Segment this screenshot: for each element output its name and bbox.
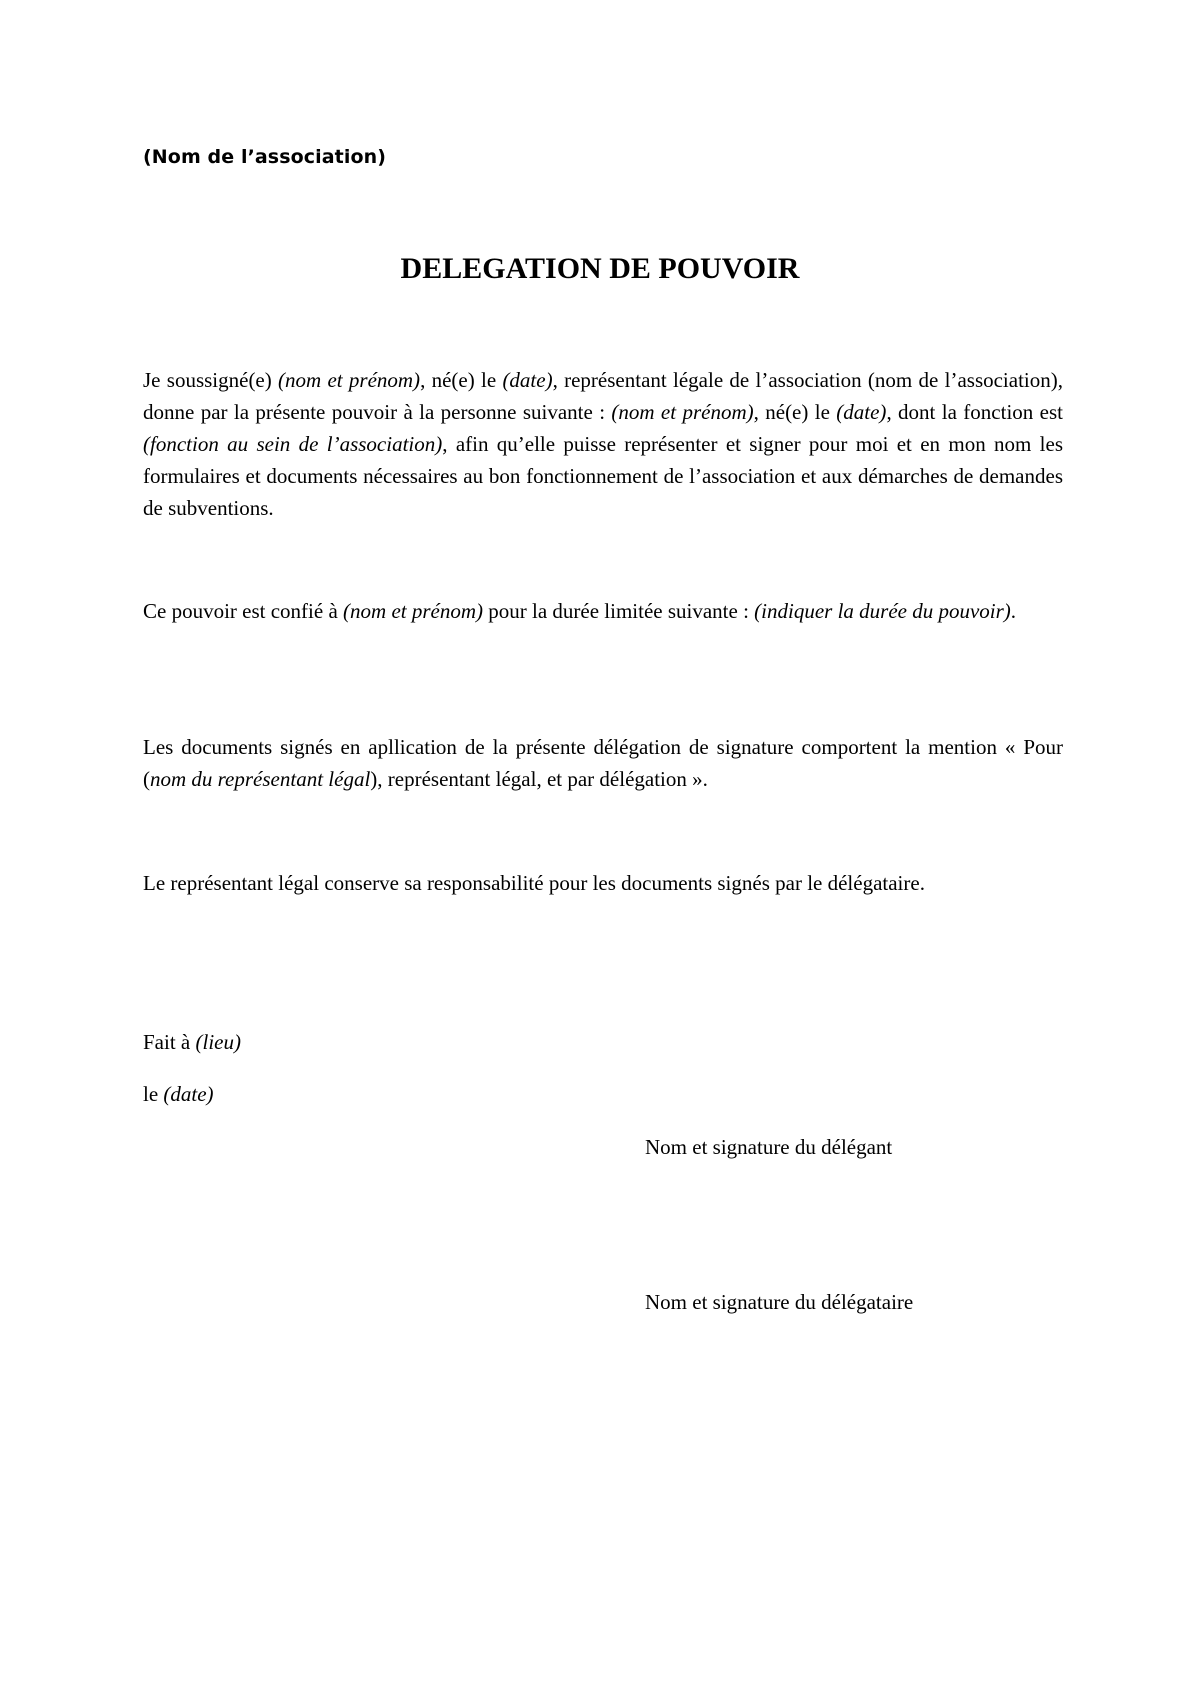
place-prefix: Fait à — [143, 1030, 196, 1054]
p3-text-2: ), représentant légal, et par délégation ». — [370, 767, 708, 791]
signature-delegant: Nom et signature du délégant — [645, 1135, 893, 1159]
signature-delegataire: Nom et signature du délégataire — [645, 1290, 914, 1314]
date-placeholder: (date) — [163, 1082, 214, 1106]
p1-text-6: , afin qu’elle puisse représenter et signer pour moi et en mon nom les formulaires et documents nécessaires au bon fonctionnement de l’association et aux démarches de demandes de subventions. — [143, 432, 1063, 520]
p3-placeholder-representative: nom du représentant légal — [150, 767, 371, 791]
p3-text-1: Les documents signés en apllication de la présente délégation de signature comportent la mention « Pour ( — [143, 735, 1063, 791]
date-prefix: le — [143, 1082, 164, 1106]
p1-text-4: , né(e) le — [753, 400, 837, 424]
paragraph-delegation — [143, 364, 1063, 524]
p2-text-1: Ce pouvoir est confié à — [143, 599, 344, 623]
p1-placeholder-delegate-date: (date) — [836, 400, 887, 424]
p1-text-2: , né(e) le — [420, 368, 503, 392]
date-line — [143, 1078, 214, 1110]
p1-text-5: , dont la fonction est — [886, 400, 1063, 424]
p1-placeholder-function: (fonction au sein de l’association) — [143, 432, 443, 456]
p1-placeholder-date: (date) — [502, 368, 553, 392]
paragraph-mention — [143, 731, 1063, 795]
paragraph-duration — [143, 595, 1063, 627]
p2-text-2: pour la durée limitée suivante : — [483, 599, 755, 623]
p1-text-1: Je soussigné(e) — [143, 368, 279, 392]
place-placeholder: (lieu) — [195, 1030, 241, 1054]
p1-placeholder-name: (nom et prénom) — [278, 368, 421, 392]
p2-placeholder-duration: (indiquer la durée du pouvoir) — [754, 599, 1011, 623]
p1-text-3: , représentant légale de l’association (nom de l’association), donne par la présente pouvoir à la personne suivante : — [143, 368, 1064, 424]
place-line — [143, 1026, 241, 1058]
paragraph-responsibility: Le représentant légal conserve sa responsabilité pour les documents signés par le délégataire. — [143, 871, 925, 895]
association-name: (Nom de l’association) — [143, 146, 387, 168]
p2-placeholder-name: (nom et prénom) — [343, 599, 483, 623]
p1-placeholder-delegate-name: (nom et prénom) — [611, 400, 754, 424]
p2-text-3: . — [1010, 599, 1017, 623]
document-title: DELEGATION DE POUVOIR — [400, 252, 800, 285]
